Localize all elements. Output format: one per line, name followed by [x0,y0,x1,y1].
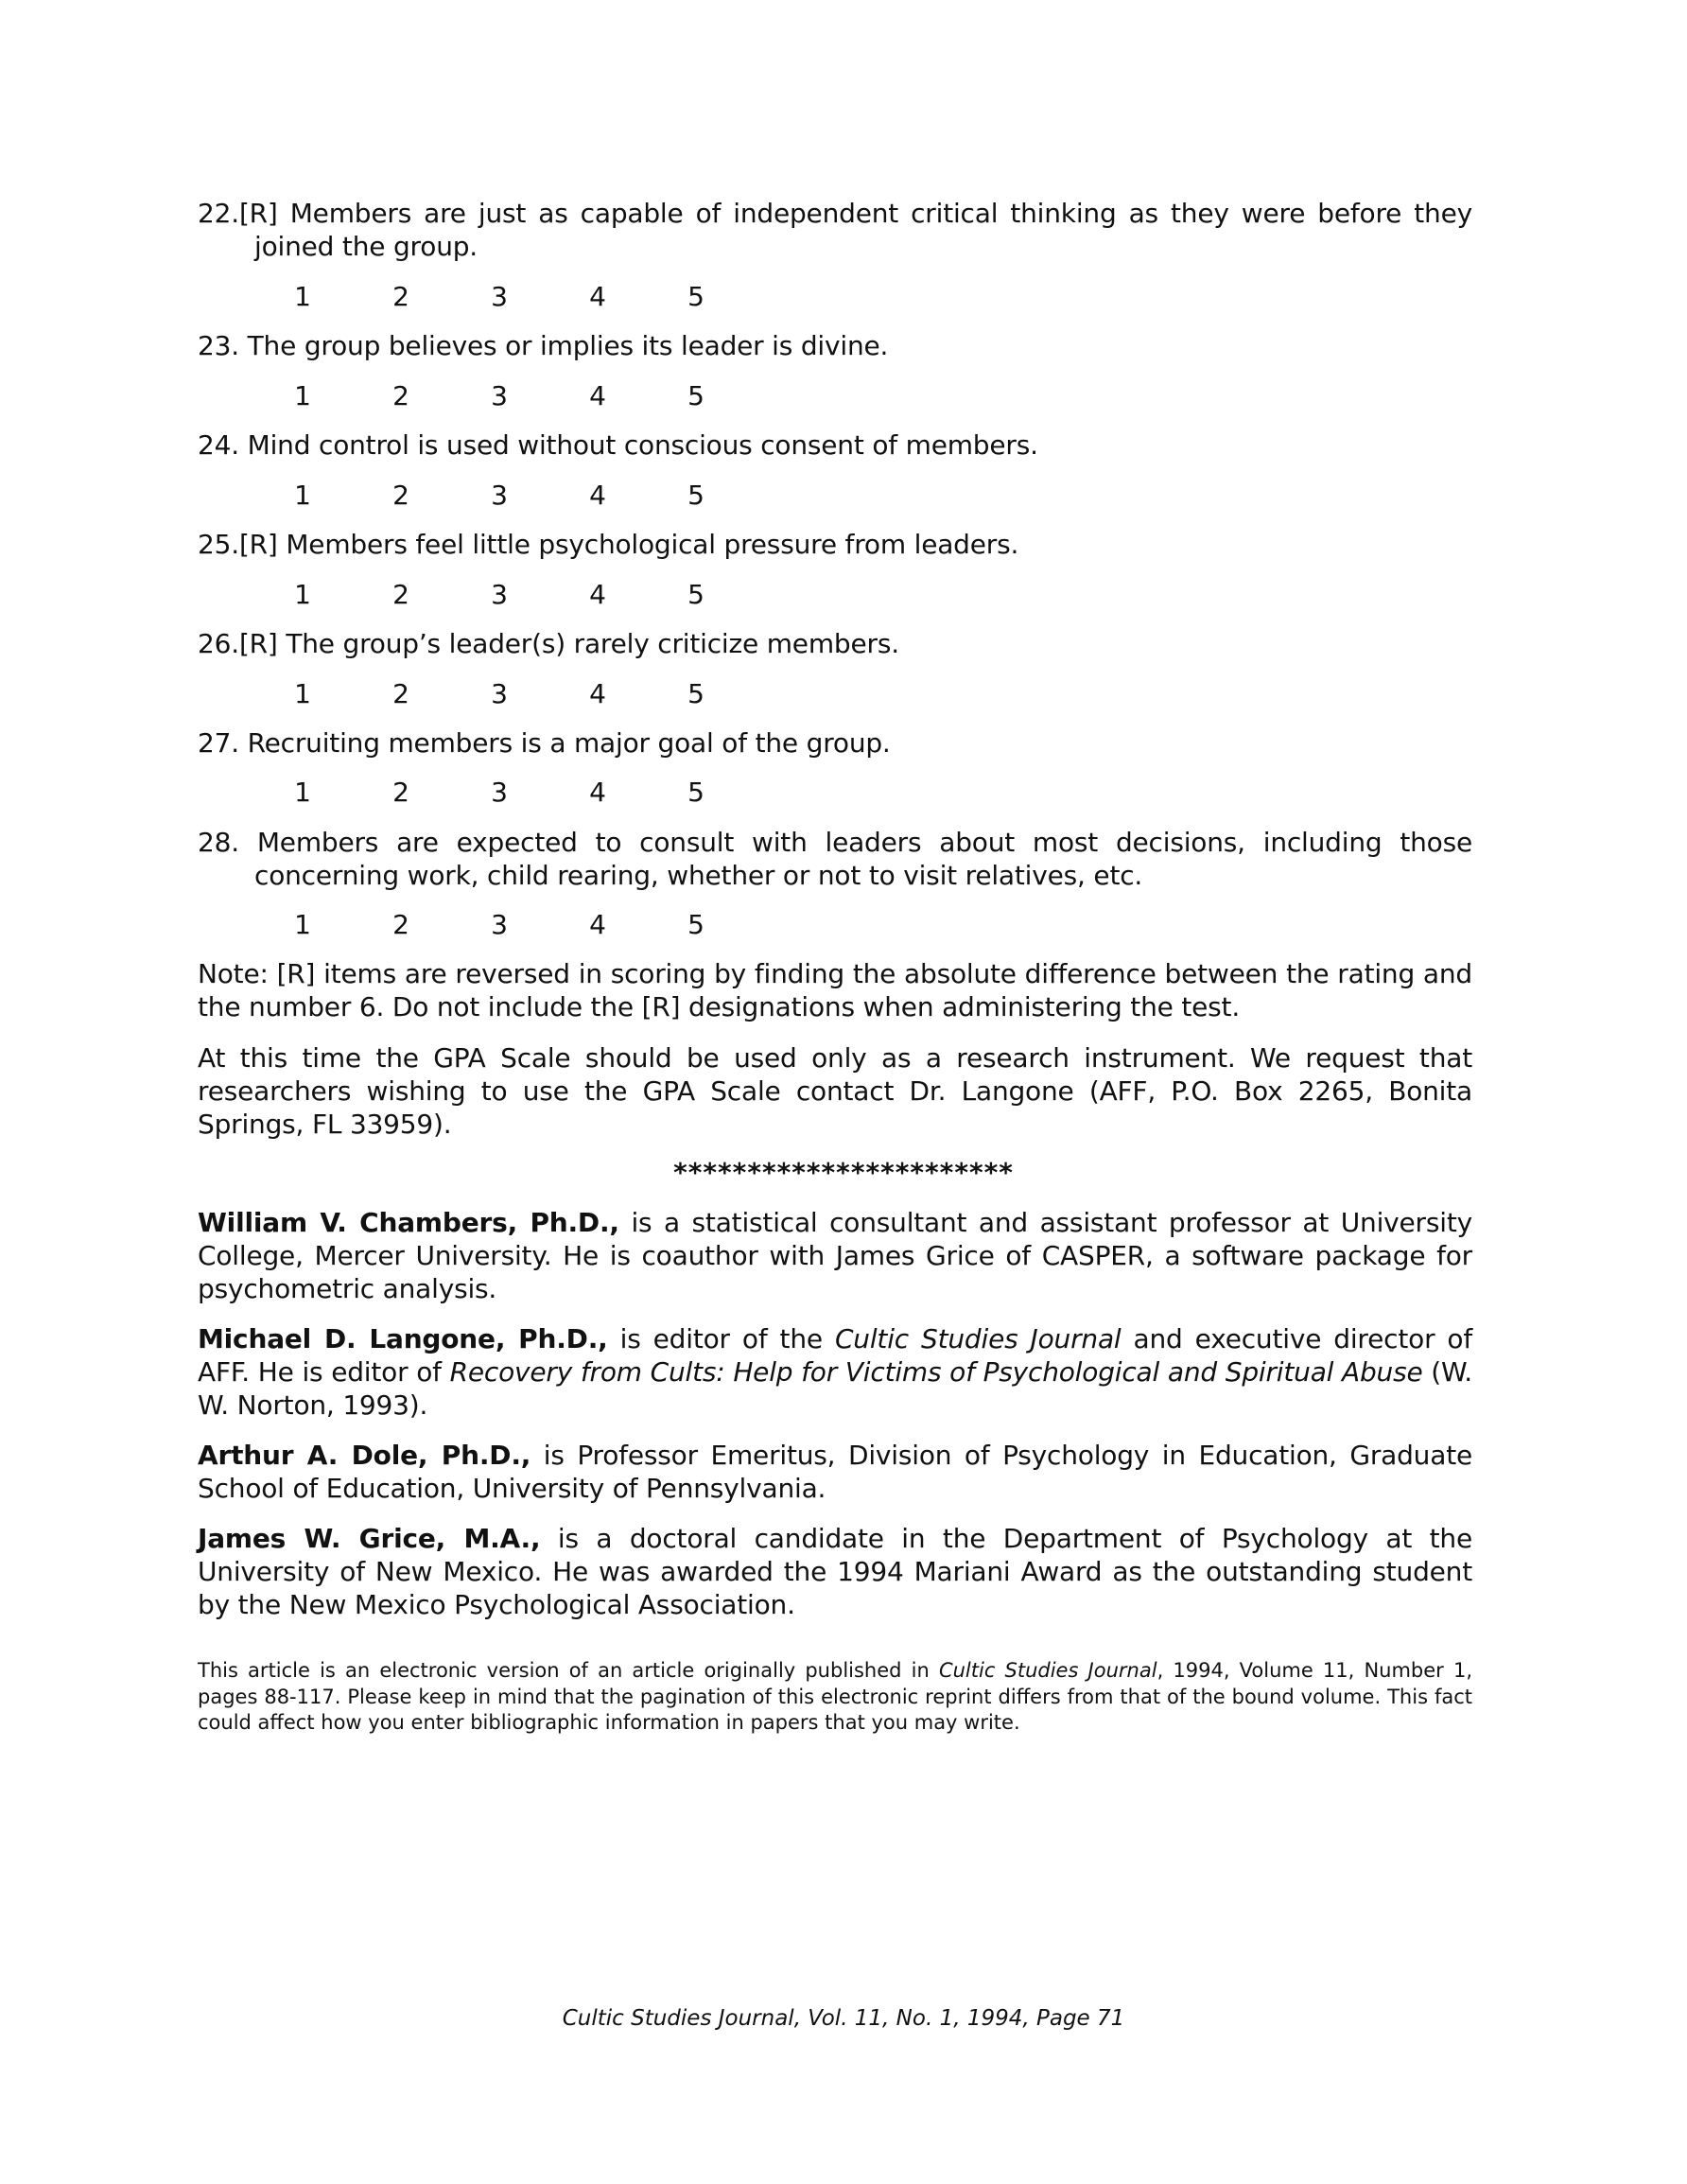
bio-text: (W. W. Norton, 1993). [198,1356,1473,1421]
rating-option-3: 3 [491,380,508,411]
item-text: Recruiting members is a major goal of the group. [247,727,891,759]
reprint-text: This article is an electronic version of an article originally published in [198,1659,939,1682]
journal-title: Cultic Studies Journal [938,1659,1157,1682]
rating-option-5: 5 [687,579,704,610]
rating-scale [0,379,1687,412]
item-number: 28. [198,827,239,858]
rating-option-3: 3 [491,579,508,610]
rating-scale [0,479,1687,512]
rating-option-5: 5 [687,281,704,312]
item-number: 24. [198,429,239,461]
author-name: William V. Chambers, Ph.D., [198,1207,619,1238]
survey-item-26 [198,627,1472,660]
item-number: 27. [198,727,239,759]
author-bio-langone [198,1322,1472,1422]
author-bio-chambers [198,1206,1472,1305]
reverse-marker: [R] [238,198,278,229]
rating-option-2: 2 [392,678,409,709]
rating-option-3: 3 [491,909,508,940]
rating-option-4: 4 [589,380,606,411]
rating-option-1: 1 [294,678,311,709]
rating-option-2: 2 [392,480,409,511]
item-text: The group’s leader(s) rarely criticize members. [286,628,899,659]
bio-text: is a statistical consultant and assistant professor at University College, Mercer University. He is coauthor with James Grice of CASPER, a software package for psychometric analysis. [198,1207,1472,1304]
item-text: Members feel little psychological pressure from leaders. [286,529,1019,560]
rating-option-5: 5 [687,909,704,940]
author-bio-dole [198,1439,1472,1505]
rating-option-4: 4 [589,678,606,709]
survey-item-28 [198,826,1472,892]
rating-option-2: 2 [392,281,409,312]
rating-option-5: 5 [687,678,704,709]
page-footer: Cultic Studies Journal, Vol. 11, No. 1, 1994, Page 71 [562,2006,1125,2031]
author-name: Michael D. Langone, Ph.D., [198,1323,608,1354]
rating-option-2: 2 [392,909,409,940]
section-separator: *********************** [673,1157,1014,1188]
rating-option-1: 1 [294,281,311,312]
rating-option-5: 5 [687,480,704,511]
rating-option-1: 1 [294,380,311,411]
rating-option-2: 2 [392,579,409,610]
rating-option-2: 2 [392,777,409,808]
item-text: Mind control is used without conscious consent of members. [247,429,1038,461]
rating-option-3: 3 [491,777,508,808]
rating-option-3: 3 [491,480,508,511]
rating-scale [0,280,1687,313]
reverse-marker: [R] [238,529,278,560]
bio-text: is a doctoral candidate in the Department of Psychology at the University of New Mexico. He was awarded the 1994 Mariani Award as the outstanding student by the New Mexico Psychological Association. [198,1523,1472,1620]
rating-scale [0,578,1687,611]
rating-option-1: 1 [294,777,311,808]
rating-option-4: 4 [589,909,606,940]
scoring-note: Note: [R] items are reversed in scoring by finding the absolute difference between the rating and the number 6. Do not include the [R] designations when administering the test. [198,958,1472,1022]
author-name: Arthur A. Dole, Ph.D., [198,1440,531,1471]
item-text: Members are expected to consult with leaders about most decisions, including those concerning work, child rearing, whether or not to visit relatives, etc. [254,827,1473,891]
item-text: Members are just as capable of independent critical thinking as they were before they joined the group. [254,198,1472,262]
book-title: Recovery from Cults: Help for Victims of Psychological and Spiritual Abuse [449,1356,1423,1388]
rating-option-1: 1 [294,909,311,940]
reprint-text: , 1994, Volume 11, Number 1, pages 88-117. Please keep in mind that the pagination of this electronic reprint differs from that of the bound volume. This fact could affect how you enter bibliographic information in papers that you may write. [198,1659,1472,1734]
item-text: The group believes or implies its leader is divine. [247,330,889,361]
journal-title: Cultic Studies Journal [834,1323,1122,1354]
bio-text: is editor of the [607,1323,835,1354]
rating-scale [0,776,1687,809]
reprint-note [198,1658,1472,1737]
survey-item-24 [198,428,1472,462]
rating-option-4: 4 [589,480,606,511]
rating-option-1: 1 [294,480,311,511]
survey-item-23 [198,329,1472,362]
rating-option-3: 3 [491,281,508,312]
author-name: James W. Grice, M.A., [198,1523,541,1554]
item-number: 23. [198,330,239,361]
rating-scale [0,908,1687,941]
rating-option-5: 5 [687,380,704,411]
item-number: 22. [198,198,239,229]
survey-item-22 [198,197,1472,263]
item-number: 26. [198,628,239,659]
item-number: 25. [198,529,239,560]
reverse-marker: [R] [238,628,278,659]
survey-item-27 [198,726,1472,760]
rating-option-4: 4 [589,777,606,808]
bio-text: and executive director of AFF. He is editor of [198,1323,1473,1388]
survey-item-25 [198,528,1472,561]
author-bio-grice [198,1522,1472,1621]
rating-option-1: 1 [294,579,311,610]
usage-paragraph: At this time the GPA Scale should be used only as a research instrument. We request that researchers wishing to use the GPA Scale contact Dr. Langone (AFF, P.O. Box 2265, Bonita Springs, FL 33959). [198,1042,1472,1140]
rating-scale [0,677,1687,710]
rating-option-4: 4 [589,579,606,610]
rating-option-2: 2 [392,380,409,411]
rating-option-3: 3 [491,678,508,709]
bio-text: is Professor Emeritus, Division of Psychology in Education, Graduate School of Education, University of Pennsylvania. [198,1440,1472,1504]
rating-option-5: 5 [687,777,704,808]
rating-option-4: 4 [589,281,606,312]
